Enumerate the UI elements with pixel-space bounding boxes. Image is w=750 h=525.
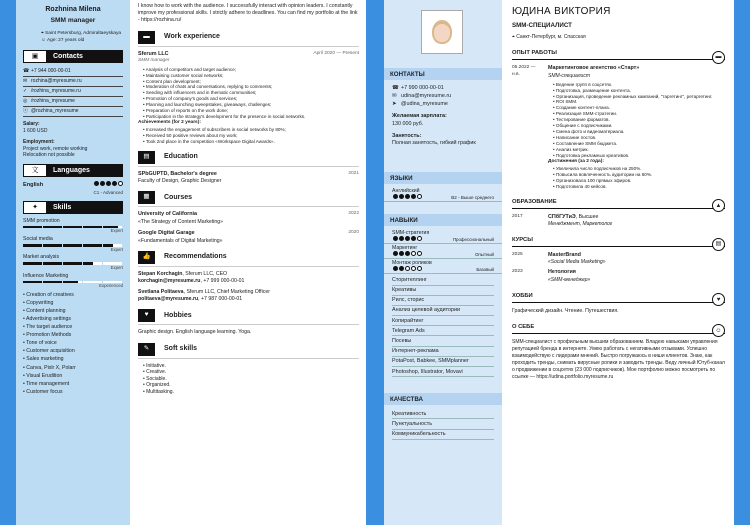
rating-dot bbox=[393, 266, 398, 271]
contact-item bbox=[384, 92, 502, 100]
contact-text: udina@myresume.ru bbox=[401, 93, 452, 99]
skills-header: ✦ Skills bbox=[23, 201, 123, 214]
duty-item: • Content plan development; bbox=[143, 79, 359, 85]
work-duties bbox=[143, 67, 359, 121]
course-school: University of California bbox=[138, 211, 198, 218]
rating-dot bbox=[393, 251, 398, 256]
skill-rating bbox=[392, 266, 422, 273]
courses-header: КУРСЫ ▤ bbox=[512, 236, 725, 247]
skill-list-item: • Tone of voice bbox=[23, 339, 123, 347]
duty-item: • Написание постов. bbox=[553, 135, 725, 141]
language-rating bbox=[392, 194, 422, 201]
skill-bar-segments bbox=[23, 281, 123, 284]
candidate-name: ЮДИНА ВИКТОРИЯ bbox=[512, 6, 611, 17]
phone-icon: ☎ bbox=[23, 67, 30, 74]
duty-item: • Организация, проведение рекламных кампаний, "таргетинг", ретаргетинг. bbox=[553, 94, 725, 100]
about-text: SMM-специалист с профильным высшим образованием. Владею навыками управления репутацией бренда в интернете. Умею работать с негативными отзывами. Успешно взаимодействую с лидерами мнений. Быстро погружаюсь в ниши клиентов. Знаю, как проходить тренды, снимать вирусные ролики и заводить тренды. Веду личный Ютуб-канал о продвижении в соцсетях (23 000 подписчиков). Мое портфолио можно посмотреть по ссылке — https://udina.portfolio.myresume.ru bbox=[512, 338, 725, 380]
candidate-position: SMM-СПЕЦИАЛИСТ bbox=[512, 21, 572, 29]
rating-dot bbox=[399, 266, 404, 271]
contacts-list bbox=[384, 84, 502, 108]
skill-level: Expert bbox=[110, 246, 123, 252]
skill-name: Social media bbox=[23, 236, 53, 243]
skill-bar-segment bbox=[83, 281, 103, 284]
course-name: «SMM-менеджер» bbox=[548, 276, 591, 283]
portrait bbox=[432, 20, 452, 44]
skill-list-item: Анализ целевой аудитории bbox=[392, 306, 494, 316]
skill-level: Expert bbox=[110, 228, 123, 234]
user-icon: ☺ bbox=[712, 324, 725, 337]
qualities-header: КАЧЕСТВА bbox=[384, 393, 502, 405]
heart-icon: ♥ bbox=[712, 293, 725, 306]
vk-icon: ✓ bbox=[23, 88, 28, 95]
phone-icon: ☎ bbox=[392, 85, 399, 91]
rating-dot bbox=[417, 236, 422, 241]
graduation-cap-icon: ▲ bbox=[712, 199, 725, 212]
contact-text: +7 990 000-00-01 bbox=[401, 85, 444, 91]
contact-item bbox=[384, 84, 502, 92]
rating-dot bbox=[411, 194, 416, 199]
sidebar bbox=[384, 0, 502, 525]
rating-dot bbox=[399, 251, 404, 256]
skill-list-item: Сторителлинг bbox=[392, 275, 494, 285]
wrench-icon: ✎ bbox=[138, 343, 155, 356]
skill-name: SMM promotion bbox=[23, 217, 60, 224]
skill-list-item: • Canva, Pixlr X, Polarr bbox=[23, 364, 123, 372]
achievement-item: • Took 2nd place in the competition «Workspace Digital Awards». bbox=[143, 139, 359, 145]
skill-rating bbox=[392, 236, 422, 243]
work-company-row: Sferum LLC April 2020 — Present bbox=[138, 50, 359, 57]
telegram-icon: ➤ bbox=[392, 101, 397, 107]
course-name: «Fundamentals of Digital Marketing» bbox=[138, 237, 223, 244]
course-school: Google Digital Garage bbox=[138, 230, 195, 237]
translate-icon: 文 bbox=[23, 164, 47, 177]
rec-org: , Sferum LLC, Chief Marketing Officer bbox=[183, 289, 270, 296]
skills-list bbox=[23, 291, 123, 396]
contact-item bbox=[23, 87, 123, 97]
skill-bar-segment bbox=[63, 281, 83, 284]
course-name: «Social Media Marketing» bbox=[548, 259, 606, 266]
achievements-title: Achievements (for 2 years): bbox=[138, 120, 201, 126]
skill-bar-segment bbox=[43, 226, 63, 229]
education-row: SPbGUPTD, Bachelor's degree 2021 bbox=[138, 170, 359, 177]
skill-bar-segment bbox=[83, 244, 103, 247]
language-rating bbox=[93, 181, 123, 190]
soft-skill-item: • Creative. bbox=[143, 369, 359, 376]
education-field: Faculty of Design, Graphic Designer bbox=[138, 178, 222, 185]
skill-name: Монтаж роликов bbox=[392, 260, 432, 267]
duty-item: • Seeding with influencers and in thematic communities; bbox=[143, 90, 359, 96]
contact-text: /rozhina_myresume.ru bbox=[31, 88, 81, 95]
skill-bar-segment bbox=[83, 262, 103, 265]
skill-item bbox=[384, 260, 502, 274]
rating-dot bbox=[411, 251, 416, 256]
quality-item: Пунктуальность bbox=[392, 419, 494, 429]
skills-header: НАВЫКИ bbox=[384, 214, 502, 226]
skill-bar-segment bbox=[83, 226, 103, 229]
rating-dot bbox=[417, 266, 422, 271]
skill-bar-segment bbox=[103, 262, 123, 265]
main-content bbox=[502, 0, 734, 525]
book-icon: ▤ bbox=[138, 151, 155, 164]
rec-contact bbox=[138, 278, 359, 285]
skill-list-item: • Content planning bbox=[23, 307, 123, 315]
recommendations-header: 👍 Recommendations bbox=[138, 251, 359, 267]
skill-level: Профессиональный bbox=[452, 237, 494, 243]
rating-dot bbox=[399, 236, 404, 241]
contact-item bbox=[23, 107, 123, 117]
skill-bar-segments bbox=[23, 244, 123, 247]
contacts-header: ▣ Contacts bbox=[23, 50, 123, 63]
recommendation-item bbox=[138, 271, 359, 285]
profile-photo bbox=[421, 10, 463, 54]
skill-item bbox=[23, 273, 123, 289]
rating-dot bbox=[405, 266, 410, 271]
skill-bar-segment bbox=[23, 244, 43, 247]
skill-bar-segment bbox=[23, 281, 43, 284]
skill-bar bbox=[23, 281, 123, 284]
rec-phone: , +7 987 000-00-01 bbox=[198, 296, 243, 303]
skill-bar-segment bbox=[63, 244, 83, 247]
education-entry: 2017 СПбГУТиЭ, Высшее Менеджмент, Маркетолог bbox=[512, 213, 613, 228]
course-entry bbox=[512, 252, 725, 266]
skill-list-item: • Time management bbox=[23, 380, 123, 388]
contact-text: +7 944 000-00-01 bbox=[31, 67, 71, 74]
skill-item bbox=[384, 245, 502, 259]
achievements-list bbox=[553, 166, 725, 190]
thumbs-up-icon: 👍 bbox=[138, 251, 155, 264]
recommendation-item bbox=[138, 289, 359, 303]
contact-item bbox=[384, 100, 502, 108]
skill-bar-segment bbox=[103, 244, 123, 247]
qualities-list bbox=[384, 409, 502, 440]
rec-email: korchagin@myresume.ru bbox=[138, 277, 201, 284]
quality-item: Креативность bbox=[392, 409, 494, 419]
skills-rated bbox=[384, 230, 502, 274]
skill-bar bbox=[23, 226, 123, 229]
contact-item bbox=[23, 77, 123, 87]
language-level: C1 - Advanced bbox=[93, 189, 123, 195]
soft-skill-item: • Sociable. bbox=[143, 376, 359, 383]
location-icon: ⌖ bbox=[41, 31, 46, 37]
skill-item bbox=[23, 218, 123, 234]
skill-bar-segment bbox=[43, 262, 63, 265]
skill-level: Опытный bbox=[475, 252, 494, 258]
skill-list-item: PotaPost, Babkee, SMMplanner bbox=[392, 357, 494, 367]
experience-header: ОПЫТ РАБОТЫ ▬ bbox=[512, 49, 725, 60]
work-role: SMM manager bbox=[138, 57, 170, 63]
resume-page-russian bbox=[384, 0, 734, 525]
rating-dot bbox=[405, 194, 410, 199]
contacts-list bbox=[23, 67, 123, 118]
contact-text: @udina_myresume bbox=[401, 101, 448, 107]
hobby-header: ХОББИ ♥ bbox=[512, 292, 725, 303]
soft-skills-header: ✎ Soft skills bbox=[138, 343, 359, 359]
skill-bar-segment bbox=[43, 244, 63, 247]
skill-list-item: • Visual Erudition bbox=[23, 372, 123, 380]
contacts-header: КОНТАКТЫ bbox=[384, 68, 502, 80]
rating-dot bbox=[405, 251, 410, 256]
rec-line bbox=[138, 271, 359, 278]
duty-item: • Maintaining customer social networks; bbox=[143, 73, 359, 79]
soft-skills-list bbox=[143, 363, 359, 396]
skill-bar-segment bbox=[43, 281, 63, 284]
duty-item: • Тестирование форматов. bbox=[553, 117, 725, 123]
rec-name: Svetlana Politaeva bbox=[138, 289, 184, 296]
duty-item: • Общение с подписчиками. bbox=[553, 123, 725, 129]
rating-dot bbox=[393, 236, 398, 241]
language-english: Английский B2 - Выше среднего bbox=[384, 188, 502, 202]
skill-list-item: • Promotion Methods bbox=[23, 331, 123, 339]
skill-rating bbox=[392, 251, 422, 258]
certificate-icon: ▦ bbox=[138, 191, 155, 204]
course-body bbox=[548, 269, 725, 283]
resume-page-english bbox=[16, 0, 366, 525]
skill-bar bbox=[23, 262, 123, 265]
recommendations-list bbox=[138, 271, 359, 304]
skill-bar-segment bbox=[103, 281, 123, 284]
skill-item bbox=[23, 254, 123, 270]
rec-email: politaeva@myresume.ru bbox=[138, 296, 199, 303]
age: ☺ Age: 27 years old bbox=[41, 38, 85, 44]
soft-skill-item: • Initiative. bbox=[143, 363, 359, 370]
soft-skill-item: • Organized. bbox=[143, 382, 359, 389]
course-school: MasterBrand bbox=[548, 252, 581, 258]
duty-item: • Подготовка рекламных креативов. bbox=[553, 153, 725, 159]
skype-icon: ⓢ bbox=[23, 108, 29, 115]
duty-item: • ROI SMM. bbox=[553, 99, 725, 105]
contact-text: @rozhina_myresume bbox=[31, 108, 79, 115]
location: ⌖ Saint Petersburg, Admiraltaeyskaya bbox=[41, 31, 122, 37]
employment: Занятость: Полная занятость, гибкий график bbox=[392, 132, 476, 147]
education-header: ОБРАЗОВАНИЕ ▲ bbox=[512, 198, 725, 209]
hobby-text: Графический дизайн. Чтение. Путешествия. bbox=[512, 307, 619, 314]
skill-bar-segment bbox=[63, 226, 83, 229]
skill-bar bbox=[23, 244, 123, 247]
rating-dot bbox=[399, 194, 404, 199]
duty-item: • Promotion of company's goods and services; bbox=[143, 96, 359, 102]
skill-level: Expert bbox=[110, 264, 123, 270]
skill-bar-segment bbox=[63, 262, 83, 265]
duty-item: • Ведение групп в соцсетях. bbox=[553, 82, 725, 88]
skills-bars bbox=[23, 218, 123, 289]
skill-bar-segments bbox=[23, 262, 123, 265]
rec-phone: , +7 999 000-00-01 bbox=[200, 277, 245, 284]
skill-list-item: Посевы bbox=[392, 336, 494, 346]
rec-org: , Sferum LLC, CEO bbox=[182, 270, 228, 277]
briefcase-icon: ▬ bbox=[712, 51, 725, 64]
course-body bbox=[548, 252, 725, 266]
languages-header: 文 Languages bbox=[23, 164, 123, 177]
candidate-name: Rozhnina Milena bbox=[45, 6, 101, 13]
mail-icon: ✉ bbox=[23, 78, 28, 85]
duty-item: • Подготовка, размещение контента. bbox=[553, 88, 725, 94]
course-year: 2023 bbox=[512, 269, 523, 275]
contact-text: rozhina@myresume.ru bbox=[31, 78, 82, 85]
briefcase-icon: ▬ bbox=[138, 31, 155, 44]
skill-list-item: • Advertising settings bbox=[23, 315, 123, 323]
experience-duties bbox=[553, 82, 725, 160]
lightbulb-icon: ✦ bbox=[23, 201, 47, 214]
mail-icon: ✉ bbox=[392, 93, 397, 99]
instagram-icon: ◎ bbox=[23, 98, 28, 105]
achievement-item: • Организовала 100 прямых эфиров. bbox=[553, 178, 725, 184]
employment: Employment: Project work, remote working Relocation not possible bbox=[23, 138, 88, 159]
skill-bar-segment bbox=[23, 262, 43, 265]
skill-list-item: Интернет-реклама bbox=[392, 347, 494, 357]
course-year: 2022 bbox=[348, 211, 359, 217]
rating-dot bbox=[417, 194, 422, 199]
rec-line bbox=[138, 289, 359, 296]
skill-item bbox=[384, 230, 502, 244]
location: ⌖ Санкт-Петербург, м. Спасская bbox=[512, 34, 586, 41]
experience-entry: 05.2022 — н.в. Маркетинговое агентство «Старт» SMM-специалист • Ведение групп в соцсетях. • Подготовка, размещение контента. • Организация, проведение рекламных кампаний, "таргетинг", ретаргетинг. • ROI SMM. • Создание контент-плана. • Реализация SMM-стратегии. • Тестирование форматов. • Общение с подписчиками. • Смена фото и видеоматериала. • Написание постов. • Составление SMM бюджета. • Анализ метрик. • Подготовка рекламных креативов. Достижения (за 2 года): • Увеличила число подписчиков на 250%. • Повысила вовлеченность аудитории на 60%. • Организовала 100 прямых эфиров. • Подготовила 40 кейсов. bbox=[512, 65, 725, 189]
main-content bbox=[130, 0, 366, 525]
document-icon: ▤ bbox=[712, 238, 725, 251]
user-icon: ☺ bbox=[41, 38, 47, 44]
skill-list-item: • Customer focus bbox=[23, 388, 123, 396]
candidate-title: SMM manager bbox=[50, 17, 96, 25]
skill-bar-segment bbox=[23, 226, 43, 229]
rating-dot bbox=[417, 251, 422, 256]
skill-bar-segment bbox=[103, 226, 123, 229]
intro-text: I know how to work with the audience. I successfully interact with opinion leaders. I constantly improve my professional skills. I strictly adhere to deadlines. You can find my portfolio at the link - https://rozhina.ru/ bbox=[138, 3, 358, 24]
skill-list-item: Photoshop, Illustrator, Movavi bbox=[392, 367, 494, 377]
skill-level: Базовый bbox=[476, 267, 494, 273]
languages-header: ЯЗЫКИ bbox=[384, 172, 502, 184]
about-header: О СЕБЕ ☺ bbox=[512, 323, 725, 334]
work-header: ▬ Work experience bbox=[138, 31, 359, 47]
courses-header: ▦ Courses bbox=[138, 191, 359, 207]
salary: Желаемая зарплата: 130 000 руб. bbox=[392, 113, 447, 127]
soft-skill-item: • Multitasking. bbox=[143, 389, 359, 396]
skill-list-item: Telegram Ads bbox=[392, 326, 494, 336]
contact-text: /rozhina_myresume bbox=[31, 98, 75, 105]
course-year: 2025 bbox=[512, 252, 523, 257]
hobbies-text: Graphic design. English language learning. Yoga. bbox=[138, 329, 252, 336]
course-row bbox=[138, 230, 359, 237]
duty-item: • Moderation of chats and conversations, replying to comments; bbox=[143, 84, 359, 90]
skill-list-item: Копирайтинг bbox=[392, 316, 494, 326]
skill-list-item: • Sales marketing bbox=[23, 355, 123, 363]
rating-dot bbox=[411, 236, 416, 241]
skill-list-item: Креативы bbox=[392, 286, 494, 296]
skill-name: Маркетинг bbox=[392, 245, 418, 252]
skill-list-item: • The target audience bbox=[23, 323, 123, 331]
heart-icon: ♥ bbox=[138, 309, 155, 322]
rating-dot bbox=[411, 266, 416, 271]
achievement-item: • Увеличила число подписчиков на 250%. bbox=[553, 166, 725, 172]
duty-item: • Реализация SMM-стратегии. bbox=[553, 111, 725, 117]
location-icon: ⌖ bbox=[512, 34, 517, 41]
rating-dot bbox=[118, 181, 123, 186]
quality-item: Коммуникабельность bbox=[392, 430, 494, 440]
courses-list bbox=[512, 252, 725, 284]
skill-name: Influence Marketing bbox=[23, 272, 69, 279]
sidebar bbox=[16, 0, 130, 525]
course-row bbox=[138, 211, 359, 218]
achievement-item: • Повысила вовлеченность аудитории на 60%. bbox=[553, 172, 725, 178]
skill-name: Market analysis bbox=[23, 254, 60, 261]
duty-item: • Planning and launching sweepstakes, giveaways, challenges; bbox=[143, 102, 359, 108]
education-header: ▤ Education bbox=[138, 151, 359, 167]
achievements-list bbox=[143, 127, 359, 145]
rating-dot bbox=[393, 194, 398, 199]
salary: Salary: 1 600 USD bbox=[23, 121, 48, 135]
rating-dot bbox=[405, 236, 410, 241]
courses-list bbox=[138, 211, 359, 244]
rating-dot bbox=[94, 181, 99, 186]
rec-contact bbox=[138, 296, 359, 303]
skill-rating-row bbox=[392, 266, 494, 273]
course-name: «The Strategy of Content Marketing» bbox=[138, 218, 224, 225]
skill-rating-row bbox=[392, 236, 494, 243]
skill-name: SMM-стратегия bbox=[392, 230, 430, 237]
id-card-icon: ▣ bbox=[23, 50, 47, 63]
achievement-item: • Подготовила 40 кейсов. bbox=[553, 184, 725, 190]
skill-level: Experienced bbox=[99, 283, 123, 289]
contact-item bbox=[23, 67, 123, 77]
language-english: English bbox=[23, 181, 123, 190]
course-school: Нетология bbox=[548, 269, 576, 276]
skills-list bbox=[384, 275, 502, 377]
achievement-item: • Received 50 positive reviews about my work; bbox=[143, 133, 359, 139]
course-entry bbox=[512, 269, 725, 283]
skill-list-item: • Creation of creatives bbox=[23, 291, 123, 299]
duty-item: • Смена фото и видеоматериала. bbox=[553, 129, 725, 135]
skill-list-item: • Copywriting bbox=[23, 299, 123, 307]
rating-dot bbox=[106, 181, 111, 186]
hobbies-header: ♥ Hobbies bbox=[138, 309, 359, 325]
skill-list-item: Рилс, сторис bbox=[392, 296, 494, 306]
skill-list-item: • Customer acquisition bbox=[23, 347, 123, 355]
rating-dot bbox=[112, 181, 117, 186]
achievement-item: • Increased the engagement of subscribers in social networks by 80%; bbox=[143, 127, 359, 133]
contact-item bbox=[23, 97, 123, 107]
skill-bar-segments bbox=[23, 226, 123, 229]
duty-item: • Participation in the strategy's development for the presence in social networks. bbox=[143, 114, 359, 120]
duty-item: • Создание контент-плана. bbox=[553, 105, 725, 111]
duty-item: • Анализ метрик. bbox=[553, 147, 725, 153]
duty-item: • Preparation of reports on the work done; bbox=[143, 108, 359, 114]
rec-name: Stepan Korchagin bbox=[138, 270, 183, 277]
rating-dot bbox=[100, 181, 105, 186]
course-year: 2020 bbox=[348, 230, 359, 236]
duty-item: • Составление SMM бюджета. bbox=[553, 141, 725, 147]
duty-item: • Analysis of competitors and target audience; bbox=[143, 67, 359, 73]
skill-rating-row bbox=[392, 251, 494, 258]
skill-item bbox=[23, 236, 123, 252]
